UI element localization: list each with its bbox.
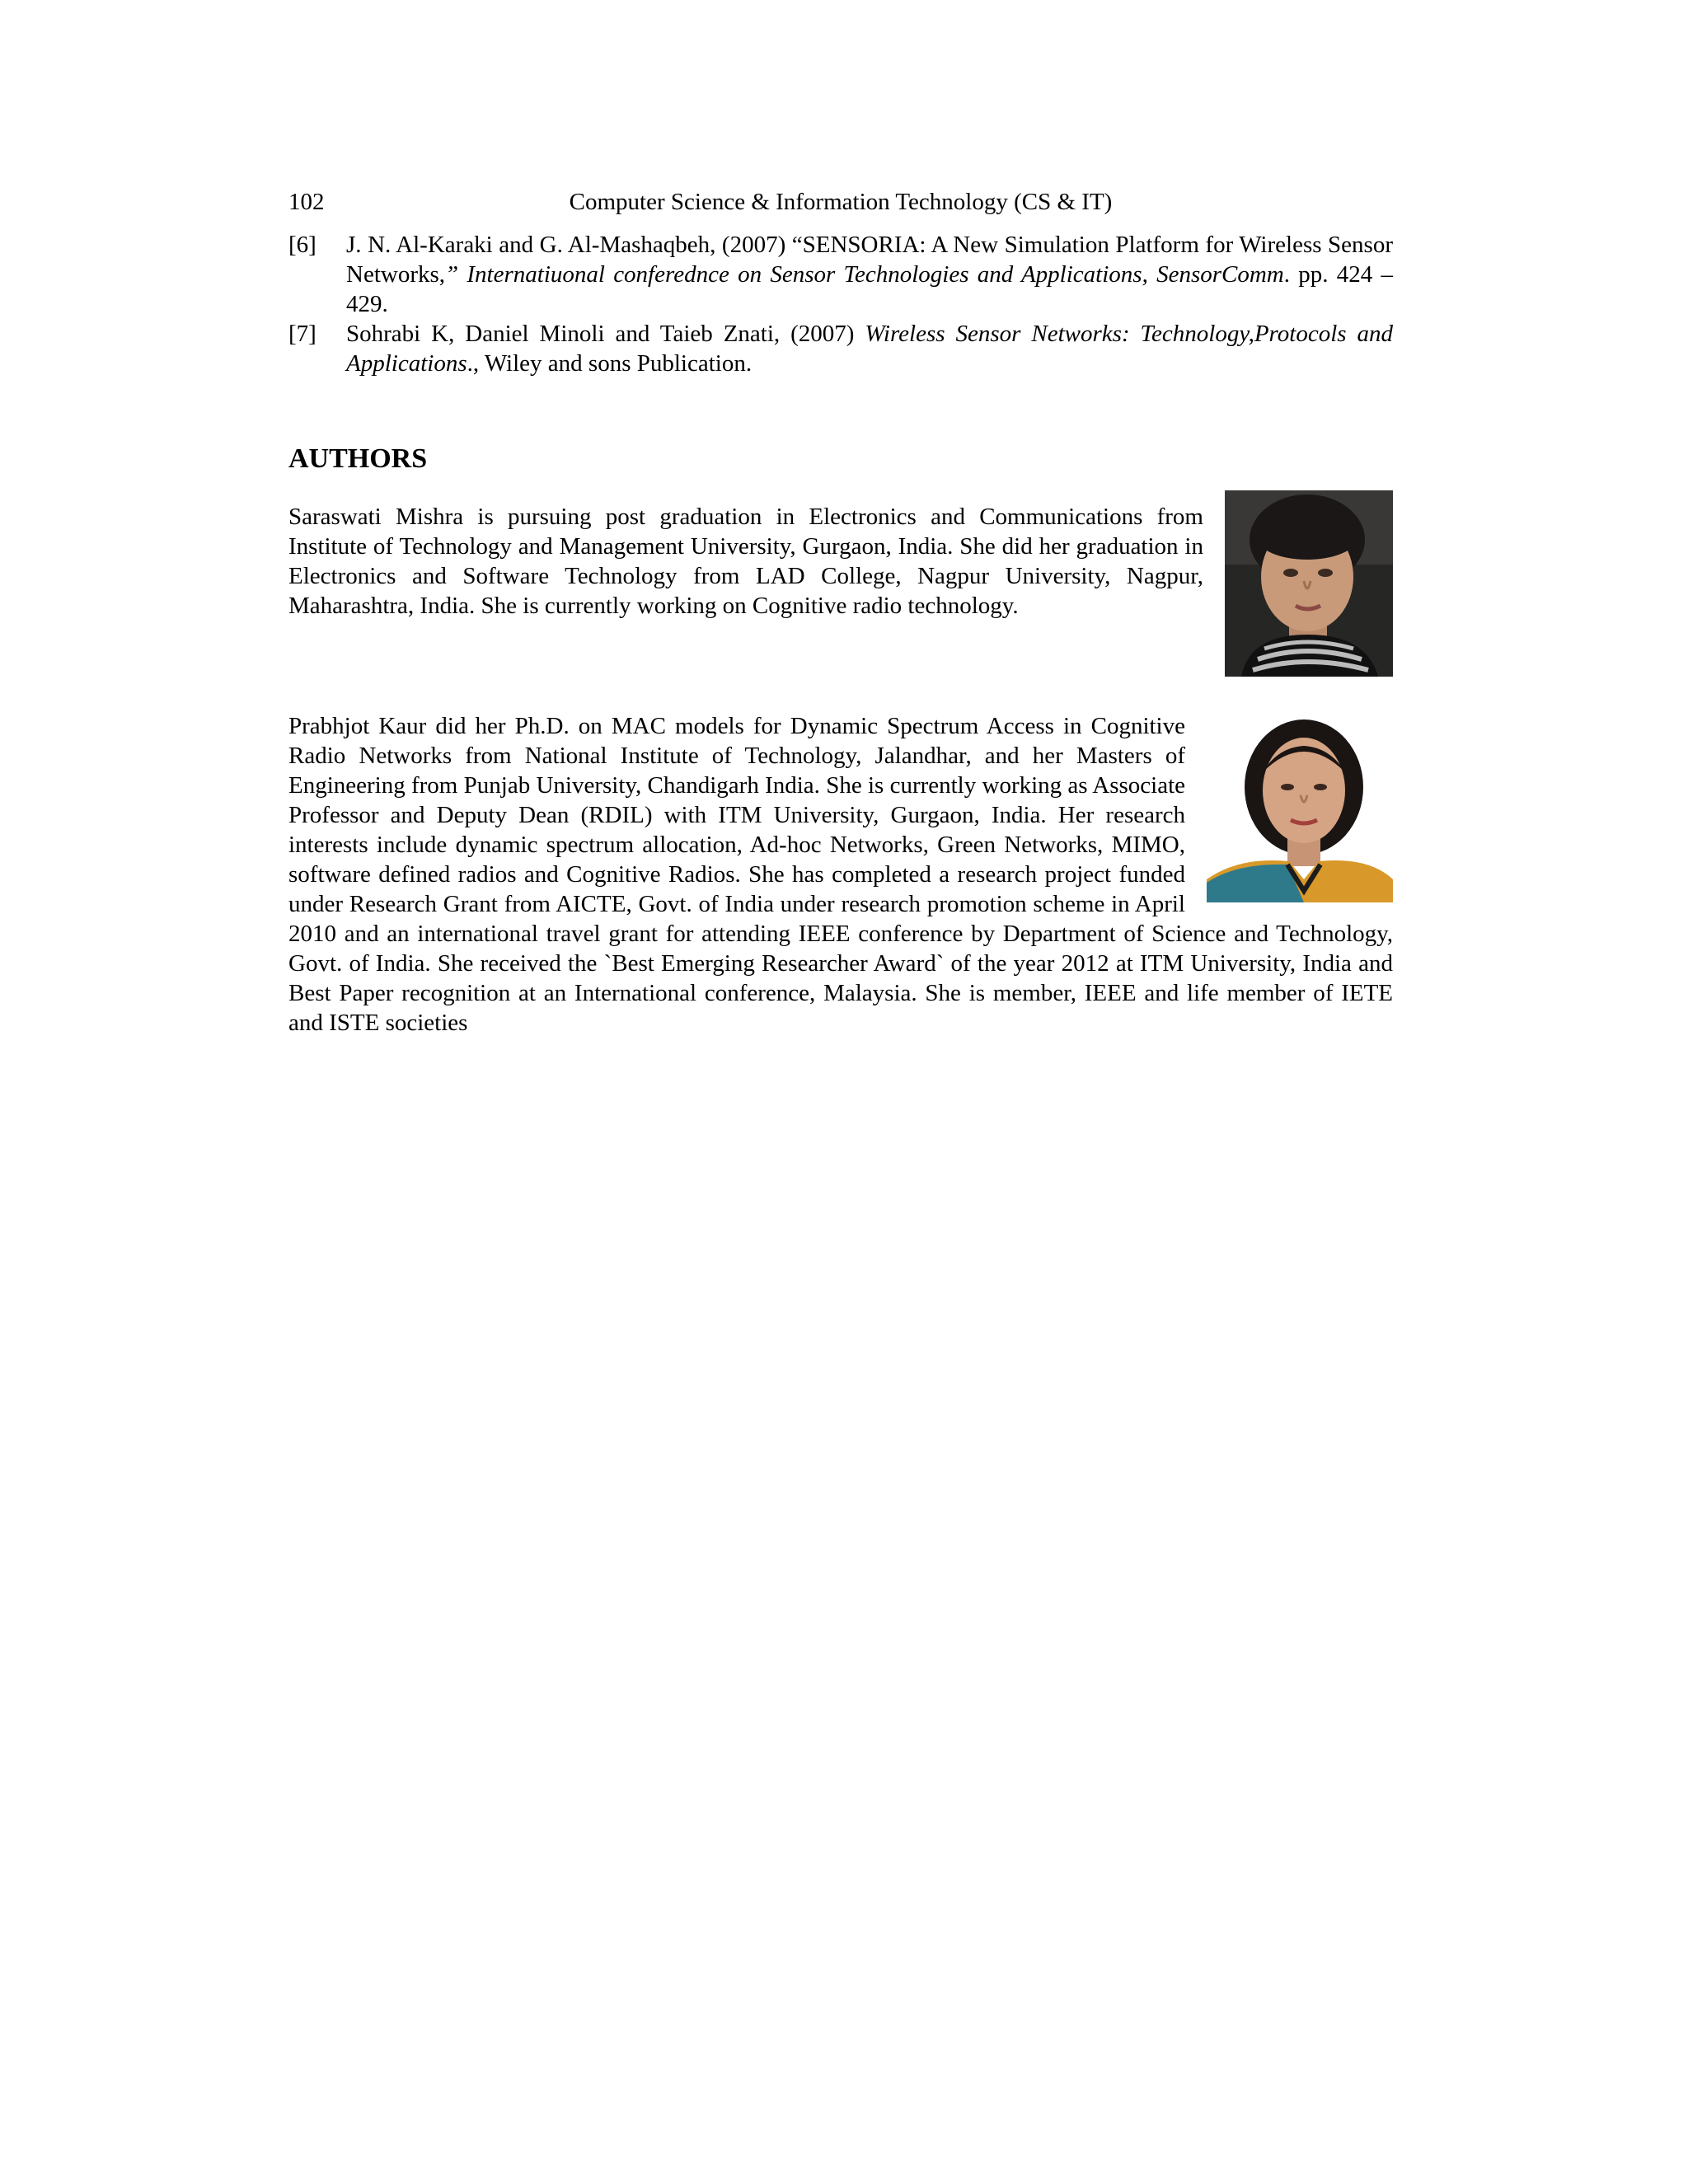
reference-text: Sohrabi K, Daniel Minoli and Taieb Znati, (2007) (346, 321, 865, 347)
author-bio: Prabhjot Kaur did her Ph.D. on MAC models for Dynamic Spectrum Access in Cognitive Radio Networks from National Institute of Technology, Jalandhar, and her Masters of Engineering from Punjab University, Chandigarh India. She is currently working as Associate Professor and Deputy Dean (RDIL) with ITM University, Gurgaon, India. Her research interests include dynamic spectrum allocation, Ad-hoc Networks, Green Networks, MIMO, software defined radios and Cognitive Radios. She has completed a research project funded under Research Grant from AICTE, Govt. of India under research promotion scheme in April 2010 and an international travel grant for attending IEEE conference by Department of Science and Technology, Govt. of India. She received the `Best Emerging Researcher Award` of the year 2012 at ITM University, India and Best Paper recognition at an International conference, Malaysia. She is member, IEEE and life member of IETE and ISTE societies (288, 713, 1393, 1036)
author-photo (1207, 715, 1393, 902)
reference-item (288, 319, 1393, 378)
paper-page (288, 185, 1393, 1038)
reference-text: J. N. Al-Karaki and G. Al-Mashaqbeh, (2007) “SENSORIA: A New Simulation Platform for Wireless Sensor Networks, (346, 232, 1393, 288)
journal-title: Computer Science & Information Technology (CS & IT) (569, 189, 1113, 215)
reference-title: Wireless Sensor Networks: Technology,Protocols and Applications (346, 321, 1393, 377)
reference-venue: ” Internatiuonal conferednce on Sensor Technologies and Applications, SensorComm (445, 261, 1284, 288)
section-heading-authors: AUTHORS (288, 443, 428, 474)
page-number: 102 (288, 189, 325, 215)
reference-pages: . pp. 424 – 429. (346, 261, 1394, 317)
running-header (288, 185, 1393, 218)
author-photo (1225, 490, 1393, 677)
reference-number: [6] (288, 232, 316, 258)
reference-list (288, 230, 1393, 378)
author-bio-block (288, 711, 1393, 1038)
author-bio: Saraswati Mishra is pursuing post graduation in Electronics and Communications from Institute of Technology and Management University, Gurgaon, India. She did her graduation in Electronics and Software Technology from LAD College, Nagpur University, Nagpur, Maharashtra, India. She is currently working on Cognitive radio technology. (288, 504, 1203, 619)
reference-item (288, 230, 1393, 319)
reference-number: [7] (288, 321, 316, 347)
author-bio-block (288, 490, 1393, 680)
reference-publisher: ., Wiley and sons Publication. (467, 350, 753, 377)
